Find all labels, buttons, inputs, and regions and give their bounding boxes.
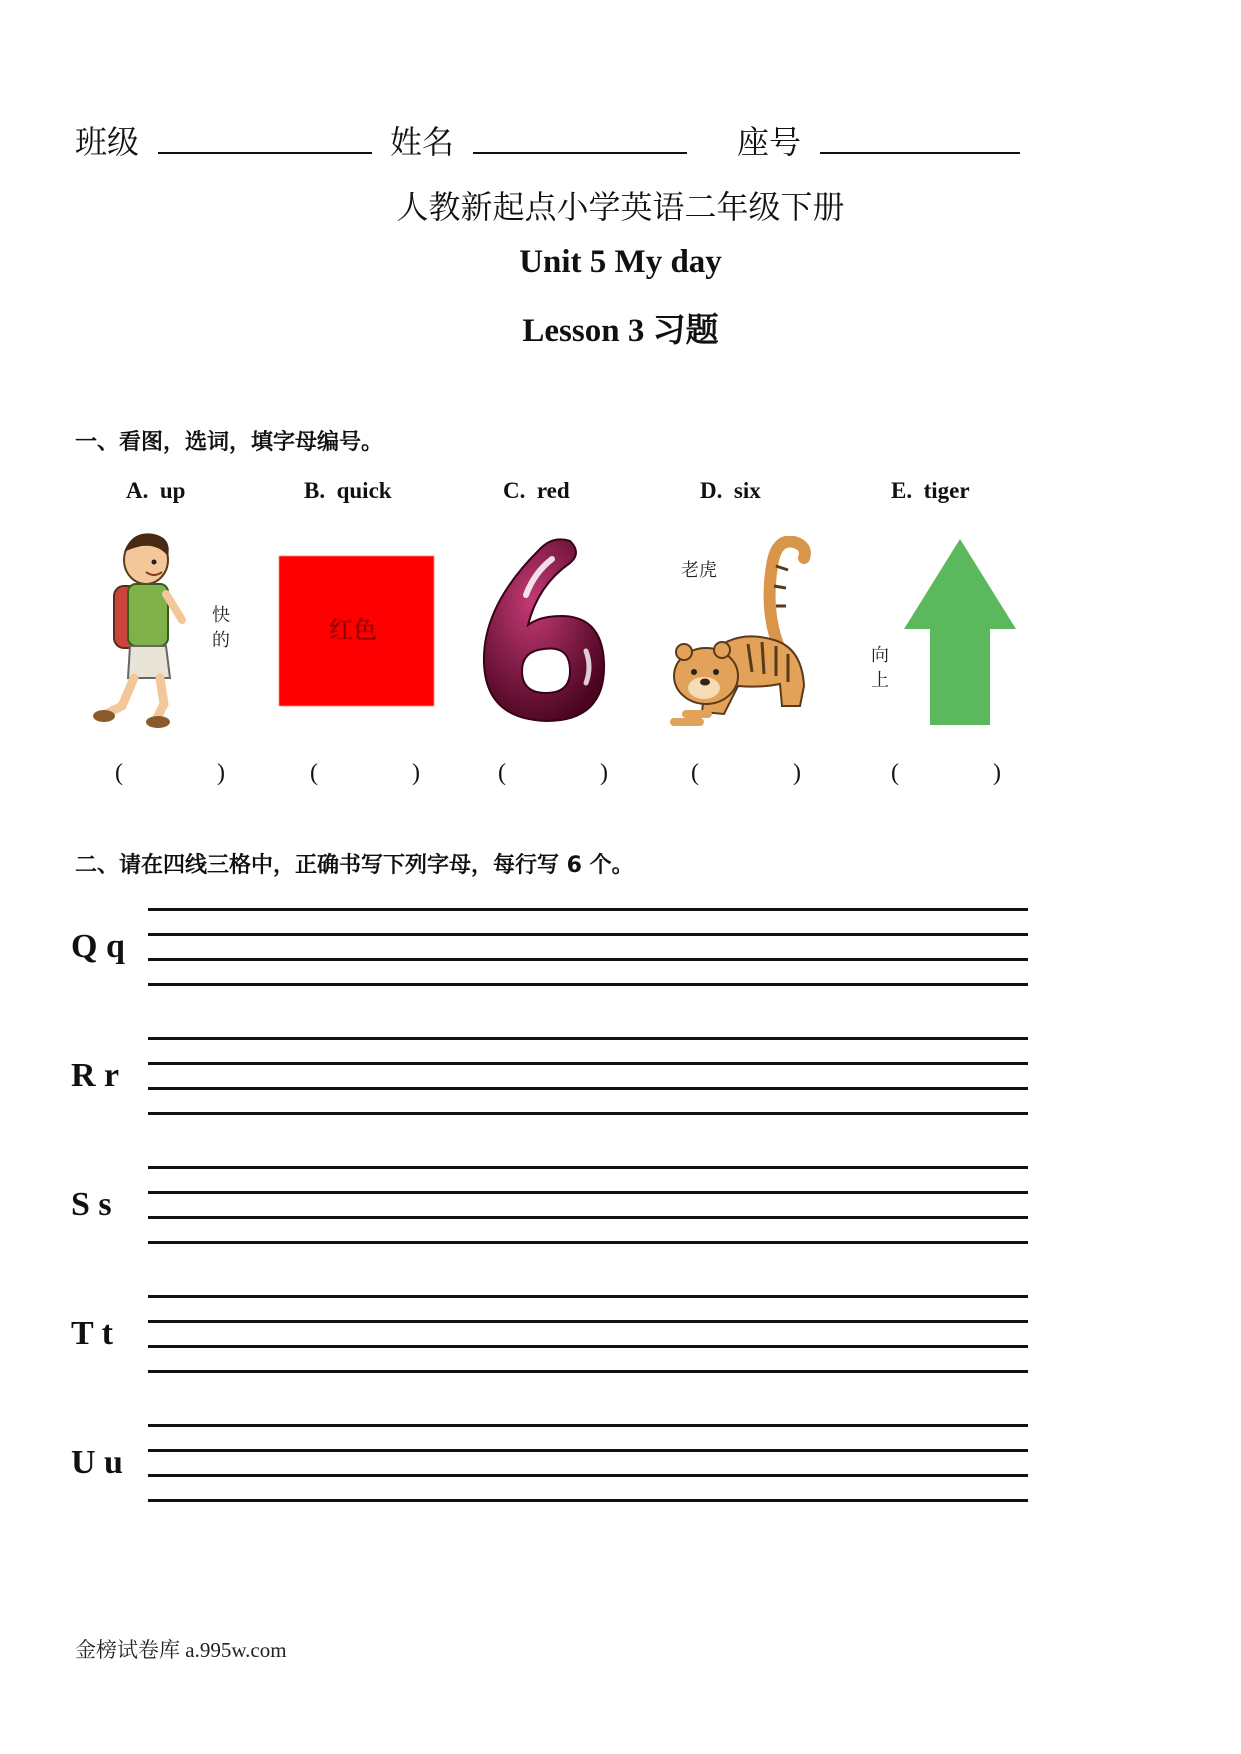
- section2-heading: 二、请在四线三格中，正确书写下列字母，每行写 6 个。: [75, 853, 634, 878]
- red-square-icon: [279, 556, 434, 706]
- option-word: quick: [336, 478, 392, 503]
- option-d: [700, 478, 761, 504]
- class-field[interactable]: [158, 152, 372, 154]
- option-b: [304, 478, 392, 504]
- letter-row-label: S s: [71, 1186, 112, 1223]
- seat-label: 座号: [737, 123, 802, 161]
- letter-row-label: U u: [71, 1444, 123, 1481]
- answer-blank-b[interactable]: ( ): [310, 760, 420, 786]
- class-label: 班级: [75, 123, 140, 161]
- option-word: tiger: [923, 478, 970, 503]
- option-word: six: [733, 478, 761, 503]
- footer-source: 金榜试卷库 a.995w.com: [75, 1638, 287, 1662]
- caption-quick: 快 的: [212, 605, 230, 651]
- tiger-icon: [664, 536, 824, 728]
- unit-title: Unit 5 My day: [519, 244, 722, 280]
- option-letter: E.: [891, 478, 913, 503]
- option-word: red: [536, 478, 570, 503]
- green-up-arrow-icon: [902, 537, 1018, 727]
- answer-blank-c[interactable]: ( ): [498, 760, 608, 786]
- caption-up: 向 上: [871, 645, 889, 691]
- name-label: 姓名: [390, 123, 455, 161]
- option-letter: D.: [700, 478, 723, 503]
- option-a: [126, 478, 185, 504]
- option-word: up: [159, 478, 186, 503]
- letter-row-label: Q q: [71, 928, 125, 965]
- lesson-title: Lesson 3 习题: [522, 313, 719, 349]
- option-letter: B.: [304, 478, 326, 503]
- name-field[interactable]: [473, 152, 687, 154]
- caption-tiger: 老虎: [681, 560, 717, 581]
- option-e: [891, 478, 970, 504]
- letter-row-label: T t: [71, 1315, 113, 1352]
- book-title: 人教新起点小学英语二年级下册: [396, 188, 845, 226]
- option-letter: A.: [126, 478, 149, 503]
- letter-row-label: R r: [71, 1057, 120, 1094]
- option-c: [503, 478, 570, 504]
- answer-blank-a[interactable]: ( ): [115, 760, 225, 786]
- caption-red: 红色: [329, 616, 377, 644]
- answer-blank-e[interactable]: ( ): [891, 760, 1001, 786]
- running-boy-icon: [84, 528, 194, 728]
- answer-blank-d[interactable]: ( ): [691, 760, 801, 786]
- seat-field[interactable]: [820, 152, 1020, 154]
- number-six-icon: [474, 533, 614, 723]
- section1-heading: 一、看图，选词，填字母编号。: [75, 430, 384, 455]
- option-letter: C.: [503, 478, 526, 503]
